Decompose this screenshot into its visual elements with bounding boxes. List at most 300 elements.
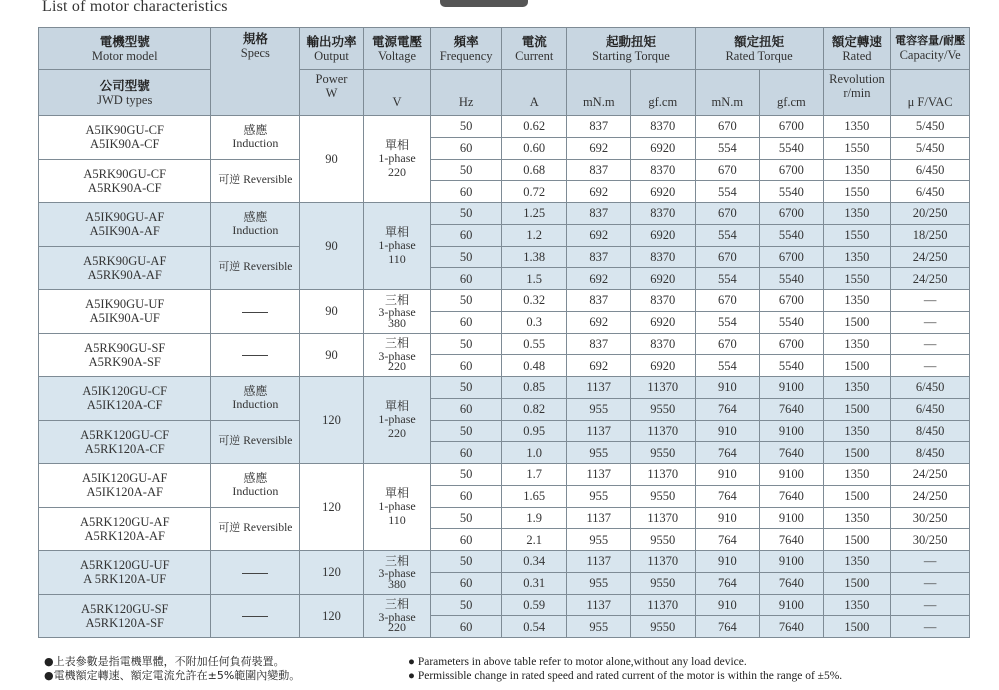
motor-model-cell [39,116,211,160]
dash-mark [242,573,268,574]
start-gfcm-cell: 8370 [631,159,696,181]
spec-zh: 可逆 [218,521,241,535]
voltage-zh: 三相 [385,553,410,568]
rated-speed-cell: 1350 [823,290,891,312]
start-mnm-cell: 692 [567,224,631,246]
start-mnm-cell: 692 [567,355,631,377]
frequency-cell: 50 [431,464,502,486]
output-cell: 90 [300,116,364,203]
frequency-cell: 50 [431,246,502,268]
header-rated-mnm: mN.m [695,70,760,116]
rated-speed-cell: 1350 [823,551,891,573]
start-gfcm-cell: 8370 [631,290,696,312]
frequency-cell: 60 [431,224,502,246]
rated-speed-cell: 1350 [823,159,891,181]
voltage-value: 380 [388,315,407,330]
start-gfcm-cell: 11370 [631,377,696,399]
voltage-value: 220 [388,620,407,635]
rated-speed-cell: 1350 [823,203,891,225]
capacity-cell: 30/250 [891,529,970,551]
rated-mnm-cell: 670 [695,116,760,138]
voltage-zh: 三相 [385,597,410,612]
start-gfcm-cell: 9550 [631,616,696,638]
specs-cell [211,464,300,508]
specs-cell [211,159,300,203]
dash-mark [242,355,268,356]
rated-gfcm-cell: 9100 [760,594,824,616]
current-cell: 1.5 [501,268,567,290]
header-frequency: 頻率 Frequency [431,28,502,70]
rated-mnm-cell: 670 [695,246,760,268]
model-gu: A5RK90GU-CF [83,166,167,181]
current-cell: 0.60 [501,137,567,159]
current-cell: 1.25 [501,203,567,225]
voltage-value: 380 [388,576,407,591]
current-cell: 0.3 [501,311,567,333]
frequency-cell: 50 [431,203,502,225]
spec-en: Reversible [243,435,293,448]
frequency-cell: 60 [431,572,502,594]
spec-en: Reversible [243,174,293,187]
motor-model-cell [39,290,211,334]
start-gfcm-cell: 8370 [631,246,696,268]
capacity-cell: — [891,311,970,333]
start-mnm-cell: 955 [567,485,631,507]
current-cell: 0.85 [501,377,567,399]
start-gfcm-cell: 9550 [631,398,696,420]
rated-mnm-cell: 670 [695,333,760,355]
rated-gfcm-cell: 7640 [760,572,824,594]
capacity-cell: — [891,594,970,616]
spec-en: Reversible [243,261,293,274]
model-gu: A5RK120GU-UF [79,558,170,573]
spec-en: Induction [232,136,279,151]
spec-zh: 感應 [243,122,268,137]
frequency-cell: 50 [431,420,502,442]
rated-speed-cell: 1350 [823,464,891,486]
page-title: List of motor characteristics [42,0,228,15]
current-cell: 0.31 [501,572,567,594]
start-mnm-cell: 837 [567,333,631,355]
header-rated-speed: 額定轉速 Rated [823,28,891,70]
voltage-zh: 單相 [385,224,410,239]
start-mnm-cell: 955 [567,572,631,594]
capacity-cell: 18/250 [891,224,970,246]
note-zh-2: ●電機額定轉速、額定電流允許在±5%範圍內變動。 [44,669,301,682]
voltage-value: 220 [388,425,407,440]
table-row [39,159,970,181]
start-mnm-cell: 955 [567,398,631,420]
motor-model-cell [39,507,211,551]
start-gfcm-cell: 11370 [631,420,696,442]
table-row [39,246,970,268]
rated-speed-cell: 1350 [823,420,891,442]
motor-model-cell [39,420,211,464]
model-a: A5IK120A-AF [86,485,163,500]
voltage-cell [363,594,431,638]
output-cell: 120 [300,594,364,638]
motor-model-cell [39,551,211,595]
header-motor-model: 電機型號 Motor model [39,28,211,70]
header-current: 電流 Current [501,28,567,70]
current-cell: 0.54 [501,616,567,638]
voltage-phase: 1-phase [378,151,416,166]
notes-chinese [44,655,300,683]
header-start-mnm: mN.m [567,70,631,116]
rated-mnm-cell: 910 [695,420,760,442]
rated-gfcm-cell: 7640 [760,442,824,464]
capacity-cell: — [891,616,970,638]
capacity-cell: — [891,572,970,594]
rated-gfcm-cell: 7640 [760,398,824,420]
rated-speed-cell: 1350 [823,333,891,355]
model-gu: A5IK120GU-AF [82,471,168,486]
capacity-cell: 6/450 [891,377,970,399]
voltage-cell [363,551,431,595]
frequency-cell: 50 [431,290,502,312]
table-row [39,464,970,486]
rated-speed-cell: 1550 [823,268,891,290]
rated-speed-cell: 1350 [823,507,891,529]
frequency-cell: 50 [431,159,502,181]
rated-mnm-cell: 764 [695,398,760,420]
rated-mnm-cell: 764 [695,572,760,594]
current-cell: 0.95 [501,420,567,442]
rated-gfcm-cell: 5540 [760,268,824,290]
voltage-zh: 三相 [385,292,410,307]
current-cell: 0.55 [501,333,567,355]
frequency-cell: 60 [431,616,502,638]
rated-gfcm-cell: 9100 [760,420,824,442]
capacity-cell: 24/250 [891,268,970,290]
header-rated-gfcm: gf.cm [760,70,824,116]
rated-speed-cell: 1350 [823,116,891,138]
start-gfcm-cell: 6920 [631,181,696,203]
capacity-cell: 30/250 [891,507,970,529]
rated-gfcm-cell: 9100 [760,507,824,529]
rated-speed-cell: 1500 [823,616,891,638]
rated-mnm-cell: 910 [695,507,760,529]
current-cell: 0.62 [501,116,567,138]
rated-mnm-cell: 910 [695,464,760,486]
header-cap-unit: μ F/VAC [891,70,970,116]
table-row [39,116,970,138]
rated-speed-cell: 1500 [823,355,891,377]
frequency-cell: 60 [431,355,502,377]
rated-gfcm-cell: 5540 [760,311,824,333]
current-cell: 0.82 [501,398,567,420]
start-mnm-cell: 692 [567,181,631,203]
start-mnm-cell: 692 [567,137,631,159]
voltage-value: 220 [388,164,407,179]
rated-mnm-cell: 554 [695,224,760,246]
start-mnm-cell: 837 [567,246,631,268]
capacity-cell: 20/250 [891,203,970,225]
model-gu: A5RK120GU-CF [80,427,170,442]
start-gfcm-cell: 8370 [631,203,696,225]
output-cell: 120 [300,551,364,595]
voltage-zh: 單相 [385,398,410,413]
rated-mnm-cell: 670 [695,203,760,225]
motor-model-cell [39,464,211,508]
start-mnm-cell: 1137 [567,551,631,573]
header-frequency-unit: Hz [431,70,502,116]
table-row [39,290,970,312]
spec-en: Induction [232,397,279,412]
voltage-phase: 1-phase [378,499,416,514]
model-a: A5RK90A-AF [87,267,162,282]
motor-model-cell [39,246,211,290]
rated-gfcm-cell: 9100 [760,551,824,573]
voltage-cell [363,290,431,334]
start-mnm-cell: 1137 [567,420,631,442]
specs-cell [211,377,300,421]
header-speed-unit: Revolution r/min [823,70,891,116]
frequency-cell: 50 [431,507,502,529]
current-cell: 0.72 [501,181,567,203]
header-capacity: 電容容量/耐壓 Capacity/Ve [891,28,970,70]
current-cell: 1.0 [501,442,567,464]
frequency-cell: 60 [431,311,502,333]
model-gu: A5IK90GU-CF [85,123,164,138]
capacity-cell: 8/450 [891,442,970,464]
start-gfcm-cell: 6920 [631,137,696,159]
current-cell: 0.59 [501,594,567,616]
start-gfcm-cell: 11370 [631,551,696,573]
rated-speed-cell: 1500 [823,398,891,420]
current-cell: 2.1 [501,529,567,551]
table-row [39,507,970,529]
spec-en: Induction [232,484,279,499]
motor-model-cell [39,333,211,377]
notes-english [408,655,842,683]
voltage-zh: 單相 [385,485,410,500]
start-gfcm-cell: 11370 [631,507,696,529]
motor-model-cell [39,594,211,638]
spec-zh: 感應 [243,383,268,398]
rated-speed-cell: 1500 [823,529,891,551]
frequency-cell: 50 [431,594,502,616]
rated-mnm-cell: 764 [695,485,760,507]
capacity-cell: 5/450 [891,116,970,138]
capacity-cell: — [891,333,970,355]
specs-cell [211,203,300,247]
capacity-cell: — [891,551,970,573]
model-a: A5IK90A-UF [89,311,160,326]
voltage-zh: 三相 [385,336,410,351]
specs-cell [211,333,300,377]
model-a: A5RK90A-SF [88,354,161,369]
capacity-cell: 24/250 [891,485,970,507]
capacity-cell: — [891,355,970,377]
dash-mark [242,312,268,313]
voltage-cell [363,116,431,203]
start-mnm-cell: 1137 [567,507,631,529]
rated-gfcm-cell: 6700 [760,159,824,181]
rated-speed-cell: 1500 [823,572,891,594]
model-gu: A5RK120GU-SF [80,601,169,616]
rated-speed-cell: 1350 [823,377,891,399]
rated-mnm-cell: 554 [695,137,760,159]
model-gu: A5RK90GU-AF [83,253,167,268]
rated-mnm-cell: 670 [695,290,760,312]
rated-mnm-cell: 910 [695,594,760,616]
rated-gfcm-cell: 7640 [760,616,824,638]
rated-speed-cell: 1350 [823,246,891,268]
header-current-unit: A [501,70,567,116]
voltage-cell [363,464,431,551]
rated-speed-cell: 1500 [823,311,891,333]
voltage-value: 110 [388,512,406,527]
rated-gfcm-cell: 7640 [760,485,824,507]
capacity-cell: 8/450 [891,420,970,442]
capacity-cell: 6/450 [891,181,970,203]
specs-cell [211,507,300,551]
start-mnm-cell: 955 [567,529,631,551]
voltage-phase: 3-phase [378,566,416,581]
start-mnm-cell: 955 [567,442,631,464]
start-mnm-cell: 1137 [567,464,631,486]
voltage-value: 220 [388,359,407,374]
rated-mnm-cell: 554 [695,181,760,203]
header-tab-decoration [440,0,528,7]
table-row [39,203,970,225]
model-a: A5RK90A-CF [87,180,162,195]
voltage-phase: 1-phase [378,238,416,253]
motor-spec-table [38,27,970,638]
frequency-cell: 50 [431,377,502,399]
start-mnm-cell: 837 [567,159,631,181]
start-mnm-cell: 1137 [567,377,631,399]
start-gfcm-cell: 8370 [631,116,696,138]
voltage-phase: 3-phase [378,305,416,320]
header-rated-torque: 額定扭矩 Rated Torque [695,28,823,70]
start-gfcm-cell: 11370 [631,464,696,486]
spec-zh: 感應 [243,470,268,485]
header-specs: 規格 Specs [211,28,300,116]
output-cell: 120 [300,464,364,551]
frequency-cell: 60 [431,181,502,203]
start-mnm-cell: 837 [567,203,631,225]
frequency-cell: 60 [431,442,502,464]
rated-mnm-cell: 764 [695,442,760,464]
capacity-cell: 24/250 [891,246,970,268]
model-a: A5RK120A-AF [84,528,166,543]
spec-en: Reversible [243,522,293,535]
specs-cell [211,116,300,160]
frequency-cell: 50 [431,333,502,355]
current-cell: 0.32 [501,290,567,312]
motor-model-cell [39,203,211,247]
voltage-cell [363,377,431,464]
frequency-cell: 60 [431,137,502,159]
model-a: A5RK120A-CF [84,441,165,456]
rated-gfcm-cell: 5540 [760,355,824,377]
start-mnm-cell: 692 [567,268,631,290]
note-zh-1: ●上表參數是指電機單體，不附加任何負荷裝置。 [44,655,285,668]
rated-gfcm-cell: 9100 [760,377,824,399]
rated-speed-cell: 1550 [823,137,891,159]
rated-gfcm-cell: 6700 [760,203,824,225]
start-mnm-cell: 837 [567,116,631,138]
rated-gfcm-cell: 6700 [760,116,824,138]
rated-speed-cell: 1500 [823,442,891,464]
specs-cell [211,290,300,334]
specs-cell [211,420,300,464]
spec-zh: 可逆 [218,260,241,274]
rated-mnm-cell: 554 [695,311,760,333]
note-en-1: ● Parameters in above table refer to motor alone,without any load device. [408,656,747,668]
specs-cell [211,246,300,290]
start-mnm-cell: 837 [567,290,631,312]
current-cell: 0.34 [501,551,567,573]
model-a: A5IK90A-CF [90,137,160,152]
model-gu: A5IK90GU-UF [85,297,165,312]
spec-en: Induction [232,223,279,238]
specs-cell [211,551,300,595]
start-mnm-cell: 692 [567,311,631,333]
table-row [39,551,970,573]
rated-gfcm-cell: 6700 [760,246,824,268]
specs-cell [211,594,300,638]
capacity-cell: 6/450 [891,159,970,181]
rated-mnm-cell: 764 [695,616,760,638]
rated-speed-cell: 1550 [823,224,891,246]
capacity-cell: 6/450 [891,398,970,420]
voltage-zh: 單相 [385,137,410,152]
rated-mnm-cell: 670 [695,159,760,181]
start-gfcm-cell: 9550 [631,572,696,594]
table-row [39,594,970,616]
frequency-cell: 60 [431,398,502,420]
model-a: A5IK120A-CF [86,398,163,413]
note-en-2: ● Permissible change in rated speed and rated current of the motor is within the range of ±5%. [408,670,843,682]
header-jwd-types: 公司型號 JWD types [39,70,211,116]
capacity-cell: 5/450 [891,137,970,159]
rated-mnm-cell: 764 [695,529,760,551]
capacity-cell: — [891,290,970,312]
rated-gfcm-cell: 5540 [760,224,824,246]
current-cell: 0.48 [501,355,567,377]
capacity-cell: 24/250 [891,464,970,486]
current-cell: 1.38 [501,246,567,268]
rated-speed-cell: 1500 [823,485,891,507]
voltage-phase: 3-phase [378,348,416,363]
table-row [39,420,970,442]
model-a: A5RK120A-SF [85,615,164,630]
frequency-cell: 60 [431,529,502,551]
start-gfcm-cell: 6920 [631,224,696,246]
frequency-cell: 50 [431,116,502,138]
header-output-unit: Power W [300,70,364,116]
rated-gfcm-cell: 7640 [760,529,824,551]
rated-gfcm-cell: 5540 [760,181,824,203]
frequency-cell: 50 [431,551,502,573]
table-row [39,333,970,355]
voltage-value: 110 [388,251,406,266]
current-cell: 1.7 [501,464,567,486]
rated-speed-cell: 1550 [823,181,891,203]
model-gu: A5IK120GU-CF [82,384,168,399]
rated-gfcm-cell: 5540 [760,137,824,159]
current-cell: 1.9 [501,507,567,529]
spec-zh: 可逆 [218,434,241,448]
start-mnm-cell: 955 [567,616,631,638]
rated-gfcm-cell: 6700 [760,290,824,312]
current-cell: 1.65 [501,485,567,507]
model-a: A5IK90A-AF [89,224,160,239]
header-start-gfcm: gf.cm [631,70,696,116]
